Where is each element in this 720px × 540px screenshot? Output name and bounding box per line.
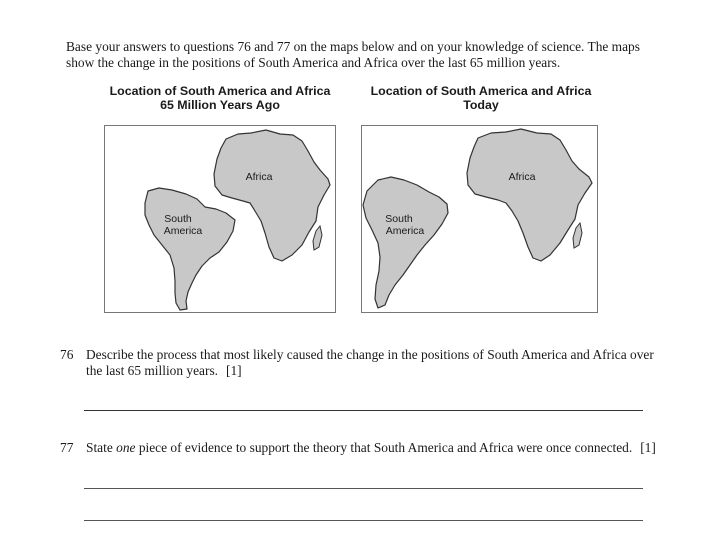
question-77	[60, 440, 656, 458]
question-77-number: 77	[60, 440, 74, 455]
map-past-label-america: America	[163, 225, 203, 237]
question-77-text-after: piece of evidence to support the theory that South America and Africa were once connected.	[135, 440, 633, 455]
question-77-line-1	[86, 440, 656, 456]
question-77-text-emph: one	[116, 440, 136, 455]
map-title-today-line-2: Today	[463, 98, 499, 112]
intro-line-1: Base your answers to questions 76 and 77 on the maps below and on your knowledge of science. The maps	[66, 39, 640, 54]
answer-line-77-1[interactable]	[84, 488, 643, 489]
map-past-svg	[104, 125, 336, 313]
question-76-text	[86, 347, 654, 379]
question-76-line-1: Describe the process that most likely caused the change in the positions of South America and Africa over	[86, 347, 654, 362]
map-today-svg	[361, 125, 598, 313]
question-77-points: [1]	[640, 440, 656, 455]
map-today-label-america: America	[385, 225, 425, 237]
map-past-label-africa: Africa	[245, 171, 273, 183]
intro-paragraph	[66, 39, 656, 71]
map-today-label-south: South	[385, 213, 413, 225]
map-past	[104, 125, 336, 313]
answer-line-76[interactable]	[84, 410, 643, 411]
map-title-today	[346, 84, 616, 112]
question-77-text	[86, 440, 656, 456]
question-76-points: [1]	[226, 363, 242, 378]
map-today	[361, 125, 598, 313]
map-today-label-africa: Africa	[508, 171, 536, 183]
question-76-line-2-text: the last 65 million years.	[86, 363, 219, 378]
map-title-today-line-1: Location of South America and Africa	[370, 84, 592, 98]
question-76-number: 76	[60, 347, 74, 362]
question-76	[60, 347, 654, 381]
intro-line-2: show the change in the positions of South America and Africa over the last 65 million years.	[66, 55, 561, 70]
question-77-text-before: State	[86, 440, 117, 455]
question-76-line-2	[86, 363, 646, 379]
map-title-past-line-2: 65 Million Years Ago	[160, 98, 280, 112]
answer-line-77-2[interactable]	[84, 520, 643, 521]
map-title-past	[85, 84, 355, 112]
map-past-label-south: South	[164, 213, 192, 225]
map-title-past-line-1: Location of South America and Africa	[109, 84, 331, 98]
